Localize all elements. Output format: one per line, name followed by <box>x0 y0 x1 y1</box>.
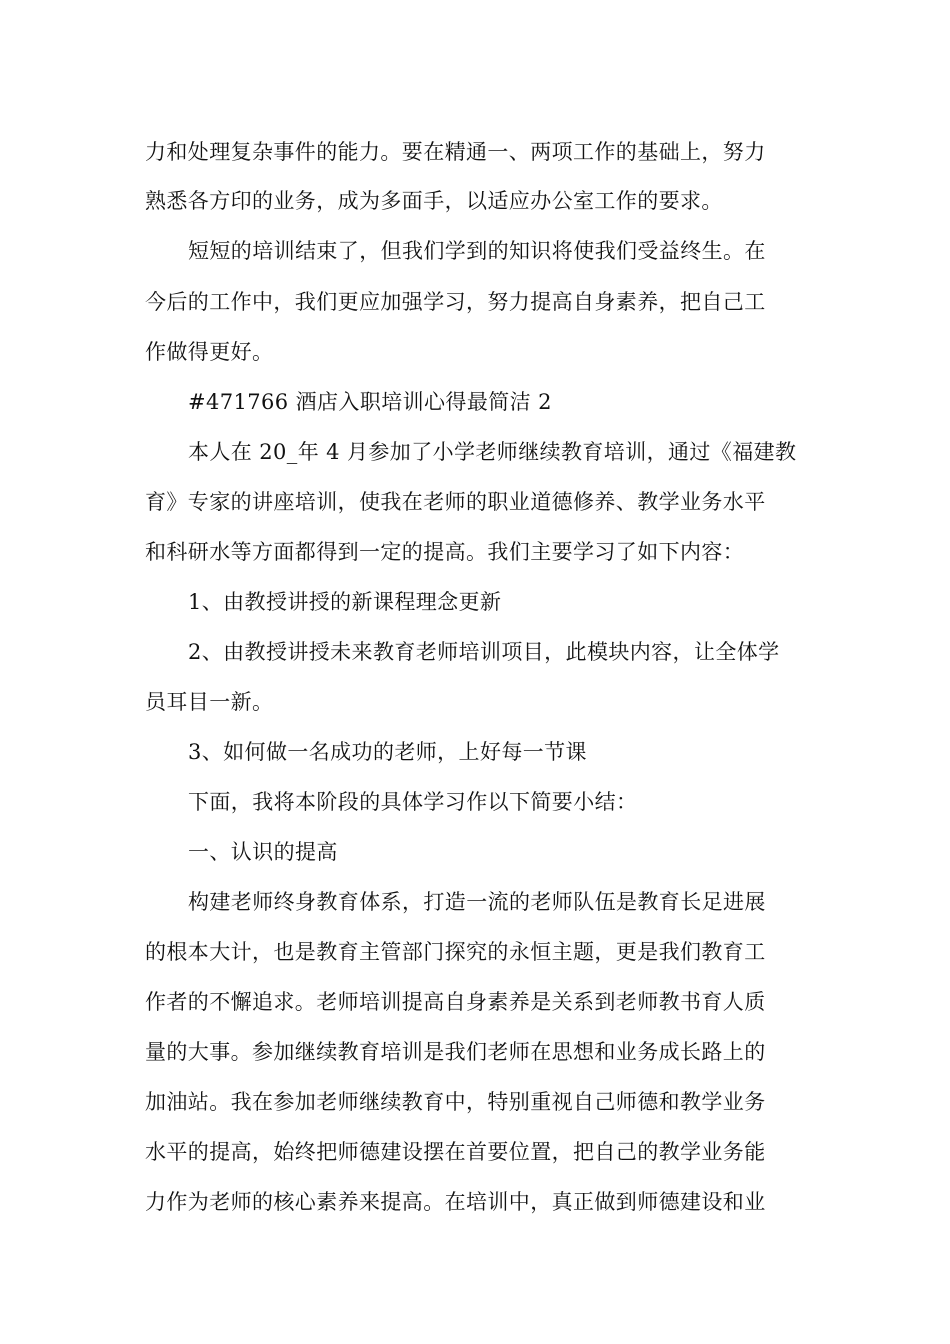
paragraph-line: 构建老师终身教育体系，打造一流的老师队伍是教育长足进展 <box>188 890 766 914</box>
list-item: 3、如何做一名成功的老师，上好每一节课 <box>188 740 587 764</box>
paragraph-line: 熟悉各方印的业务，成为多面手，以适应办公室工作的要求。 <box>145 189 723 213</box>
paragraph-line: 的根本大计，也是教育主管部门探究的永恒主题，更是我们教育工 <box>145 940 766 964</box>
paragraph-line: 育》专家的讲座培训，使我在老师的职业道德修养、教学业务水平 <box>145 490 766 514</box>
paragraph-line: 量的大事。参加继续教育培训是我们老师在思想和业务成长路上的 <box>145 1040 766 1064</box>
paragraph-line: 作做得更好。 <box>145 340 274 364</box>
paragraph-line: 本人在 20_年 4 月参加了小学老师继续教育培训，通过《福建教 <box>188 440 797 464</box>
section-heading: #471766 酒店入职培训心得最简洁 2 <box>188 390 552 414</box>
paragraph-line: 力和处理复杂事件的能力。要在精通一、两项工作的基础上，努力 <box>145 140 766 164</box>
list-item: 2、由教授讲授未来教育老师培训项目，此模块内容，让全体学 <box>188 640 780 664</box>
paragraph-line: 水平的提高，始终把师德建设摆在首要位置，把自己的教学业务能 <box>145 1140 766 1164</box>
paragraph-line: 加油站。我在参加老师继续教育中，特别重视自己师德和教学业务 <box>145 1090 766 1114</box>
paragraph-line: 作者的不懈追求。老师培训提高自身素养是关系到老师教书育人质 <box>145 990 766 1014</box>
paragraph-line: 力作为老师的核心素养来提高。在培训中，真正做到师德建设和业 <box>145 1190 766 1214</box>
paragraph-line: 今后的工作中，我们更应加强学习，努力提高自身素养，把自己工 <box>145 290 766 314</box>
paragraph-line: 短短的培训结束了，但我们学到的知识将使我们受益终生。在 <box>188 239 766 263</box>
list-item-continuation: 员耳目一新。 <box>145 690 274 714</box>
paragraph-line: 和科研水等方面都得到一定的提高。我们主要学习了如下内容： <box>145 540 745 564</box>
list-item: 1、由教授讲授的新课程理念更新 <box>188 590 502 614</box>
subheading: 一、认识的提高 <box>188 840 338 864</box>
paragraph-line: 下面，我将本阶段的具体学习作以下简要小结： <box>188 790 638 814</box>
